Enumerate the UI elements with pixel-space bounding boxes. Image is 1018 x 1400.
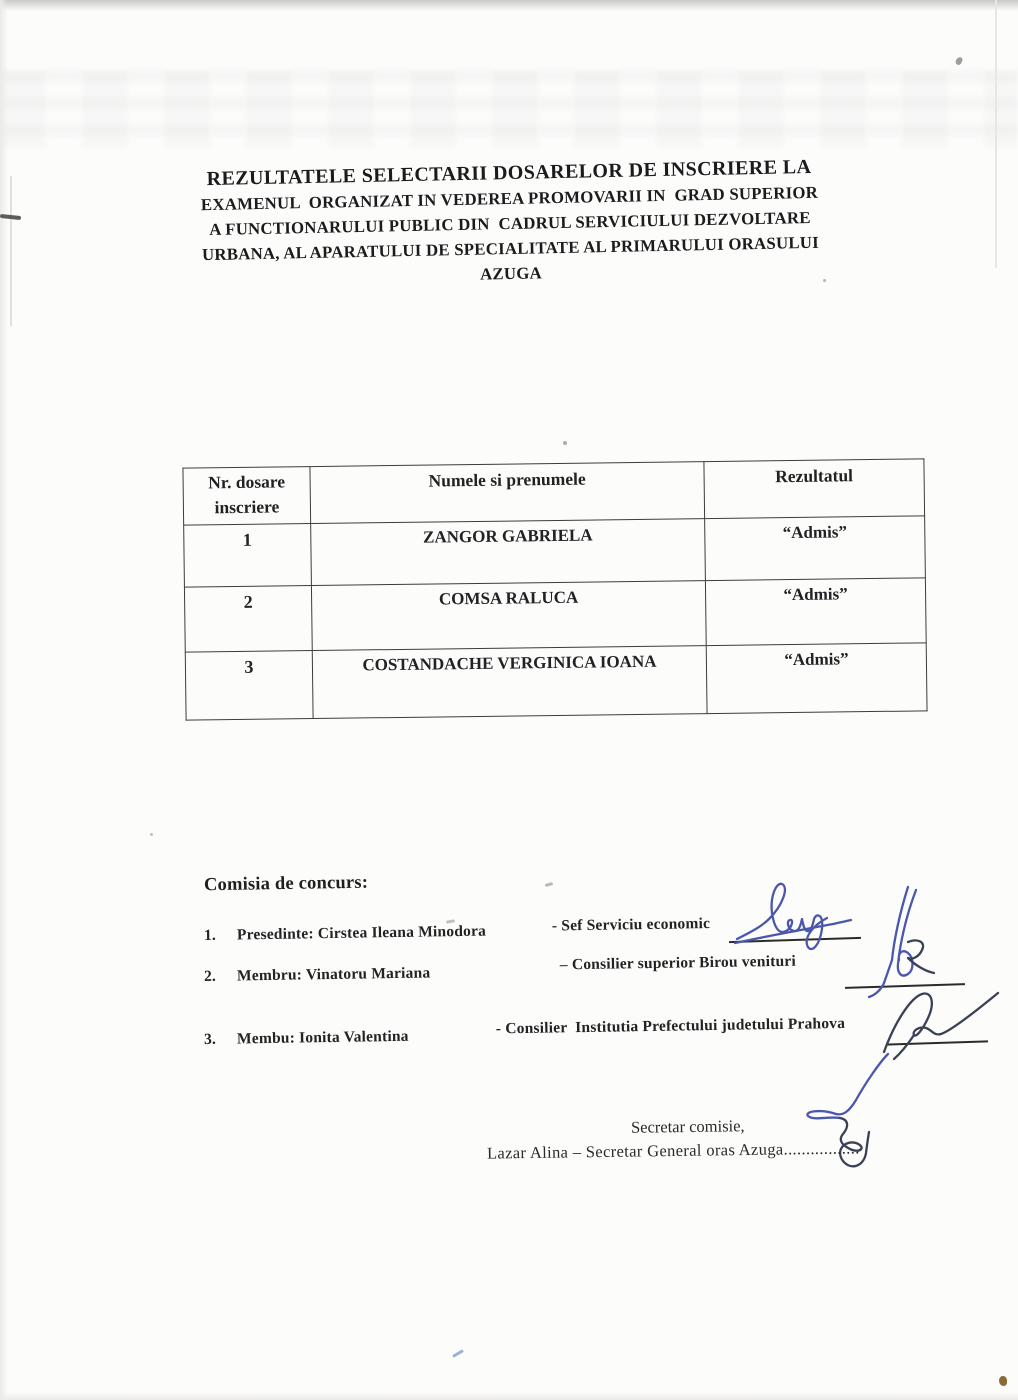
signature-member1-icon bbox=[856, 884, 941, 999]
cell-nr: 3 bbox=[185, 651, 313, 721]
column-header-rezultat: Rezultatul bbox=[704, 459, 925, 519]
scan-speck bbox=[563, 441, 567, 445]
scan-edge-left bbox=[0, 0, 8, 1400]
column-header-nume: Numele si prenumele bbox=[310, 462, 705, 524]
table-row bbox=[184, 516, 926, 587]
cell-result: “Admis” bbox=[705, 516, 926, 581]
scan-speck bbox=[545, 882, 554, 887]
scan-speck-brown bbox=[999, 1376, 1007, 1386]
signature-secretary-icon bbox=[798, 1050, 913, 1180]
member-role: - Sef Serviciu economic bbox=[551, 915, 711, 935]
member-role: – Consilier superior Birou venituri bbox=[559, 952, 797, 974]
member-index: 3. bbox=[203, 1030, 217, 1048]
member-index: 1. bbox=[203, 926, 217, 944]
scan-edge-bottom bbox=[0, 1392, 1018, 1400]
cell-name: COMSA RALUCA bbox=[311, 581, 706, 651]
member-name: Presedinte: Cirstea Ileana Minodora bbox=[236, 922, 487, 944]
scan-bleed-through bbox=[0, 70, 1018, 148]
cell-nr: 2 bbox=[184, 586, 312, 653]
commission-heading: Comisia de concurs: bbox=[203, 872, 369, 896]
member-name: Membru: Vinatoru Mariana bbox=[236, 964, 431, 985]
member-index: 2. bbox=[203, 967, 217, 985]
title-line-2: EXAMENUL ORGANIZAT IN VEDEREA PROMOVARII IN GRAD SUPERIOR bbox=[200, 182, 819, 215]
scan-crease-left bbox=[10, 176, 12, 326]
scan-edge-top bbox=[0, 0, 1018, 11]
member-role: - Consilier Institutia Prefectului judetului Prahova bbox=[495, 1014, 846, 1038]
title-line-5: AZUGA bbox=[479, 263, 543, 284]
document-title bbox=[138, 153, 882, 294]
cell-result: “Admis” bbox=[706, 643, 927, 714]
cell-name: COSTANDACHE VERGINICA IOANA bbox=[312, 646, 707, 719]
secretary-heading: Secretar comisie, bbox=[630, 1116, 745, 1137]
cell-nr: 1 bbox=[184, 524, 312, 588]
scan-speck bbox=[150, 833, 153, 836]
title-line-3: A FUNCTIONARULUI PUBLIC DIN CADRUL SERVICIULUI DEZVOLTARE bbox=[209, 207, 811, 240]
title-line-4: URBANA, AL APARATULUI DE SPECIALITATE AL PRIMARULUI ORASULUI bbox=[201, 232, 820, 265]
secretary-line: Lazar Alina – Secretar General oras Azuga................. bbox=[486, 1138, 860, 1163]
signature-president-icon bbox=[733, 877, 868, 957]
results-table bbox=[182, 458, 927, 720]
cell-name: ZANGOR GABRIELA bbox=[311, 519, 706, 586]
scan-crease-right bbox=[995, 0, 997, 268]
scan-speck-blue bbox=[452, 1349, 464, 1358]
column-header-nr-dosare: Nr. dosare inscriere bbox=[183, 467, 311, 526]
cell-result: “Admis” bbox=[705, 578, 926, 646]
title-line-1: REZULTATELE SELECTARII DOSARELOR DE INSCRIERE LA bbox=[206, 155, 812, 191]
table-header-row bbox=[183, 459, 925, 525]
table-row bbox=[185, 643, 927, 720]
table-row bbox=[184, 578, 926, 652]
member-name: Membu: Ionita Valentina bbox=[236, 1027, 409, 1048]
scan-speck bbox=[955, 56, 964, 66]
